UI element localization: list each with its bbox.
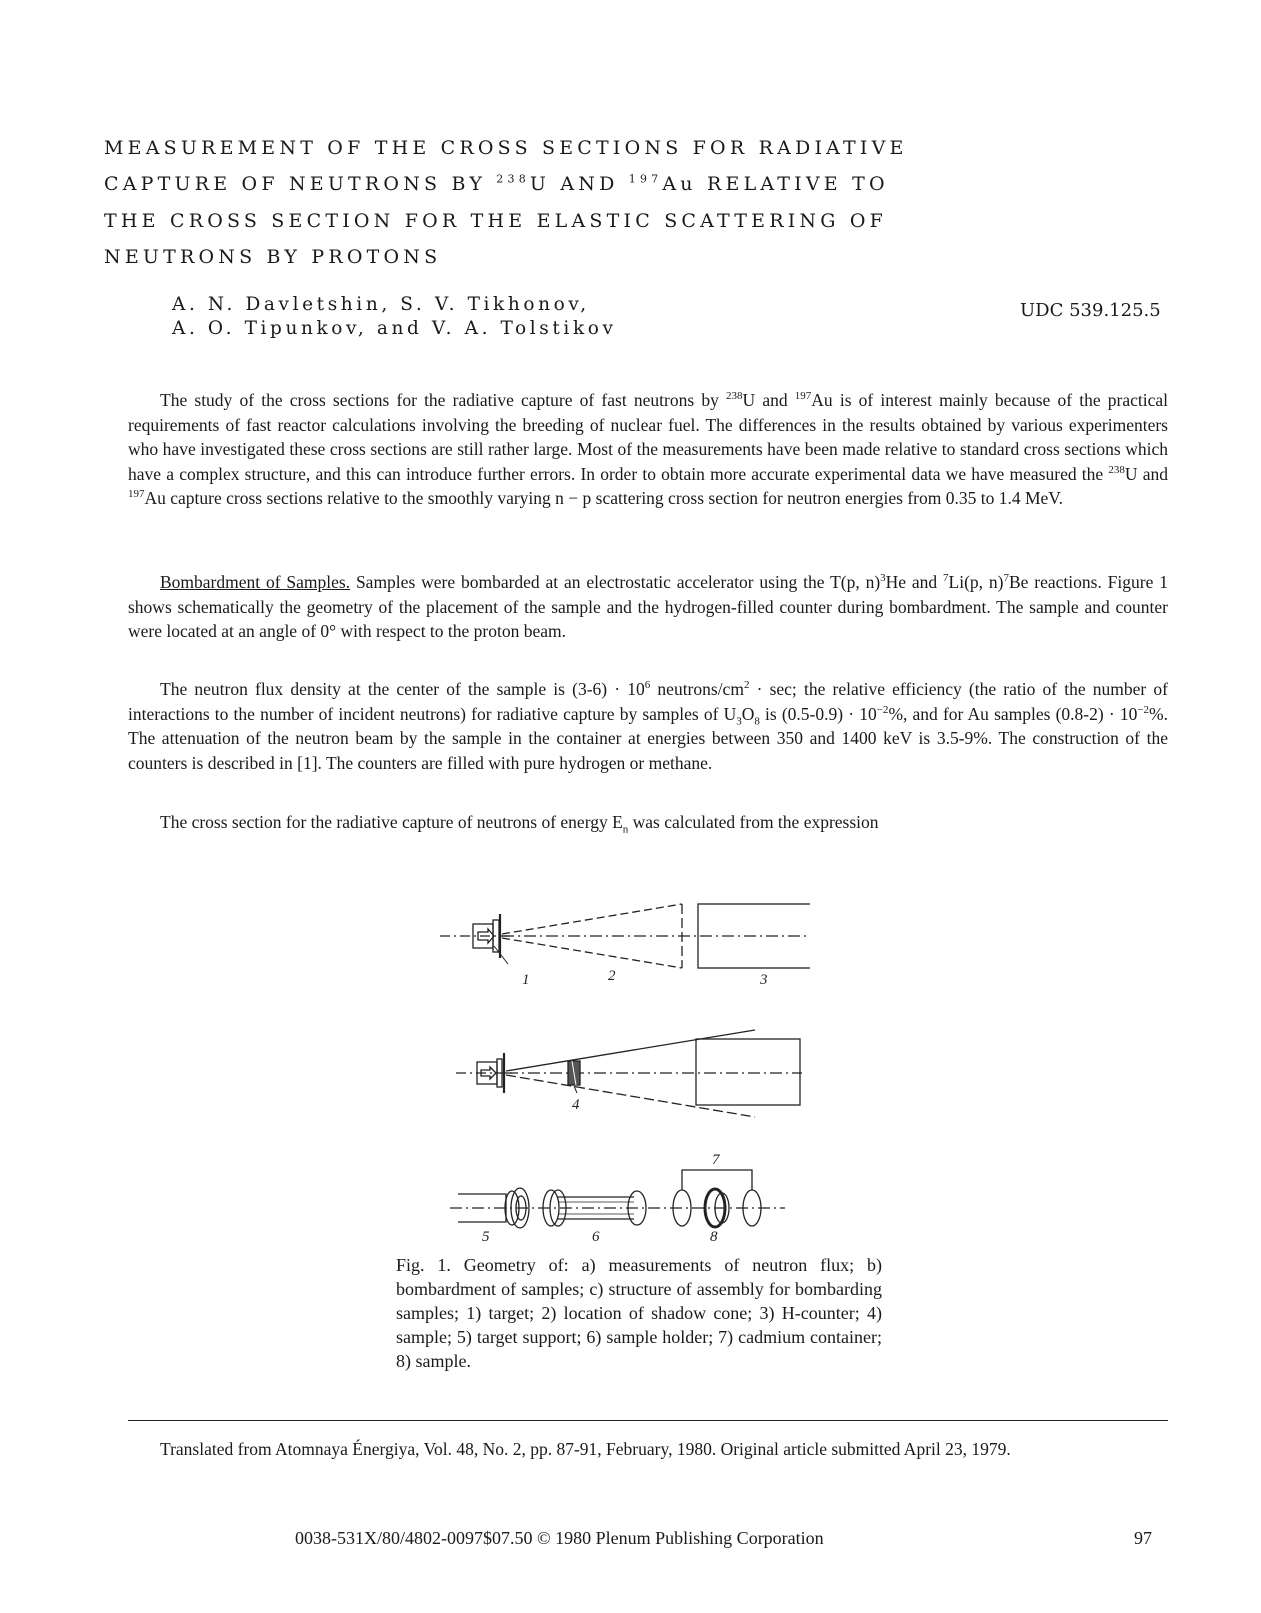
p1-sup: 197 [794,390,812,403]
p3-sup: −2 [1137,703,1150,716]
p2-sup: 7 [943,572,949,585]
footnote-text: Translated from Atomnaya Énergiya, Vol. 48, No. 2, pp. 87-91, February, 1980. Original article submitted April 23, 1979. [160,1439,1011,1459]
figure-label-8: 8 [710,1229,718,1245]
p3-sup: −2 [876,703,889,716]
p3-text: · sec; the relative efficiency (the ratio of the number of interactions to the number of incident neutrons) for radiative capture by samples of U [128,679,1168,724]
paragraph-intro [128,388,1168,511]
figure-label-1: 1 [522,972,530,988]
title-line-2-text-c: Au RELATIVE TO [662,173,889,195]
p3-text: neutrons/cm [650,679,744,699]
diagram-b [456,1030,802,1117]
figure-label-6: 6 [592,1229,600,1245]
figure-label-4: 4 [572,1097,580,1113]
title-line-2 [104,173,889,195]
bracket-7 [682,1170,752,1190]
title-line-4: NEUTRONS BY PROTONS [104,246,442,268]
title-line-3: THE CROSS SECTION FOR THE ELASTIC SCATTERING OF [104,210,888,232]
cone-top-line [502,904,682,934]
figure-1-diagram [430,890,810,1250]
figure-label-5: 5 [482,1229,490,1245]
cone-top-line [506,1030,755,1071]
figure-label-3: 3 [760,972,768,988]
p2-text: Samples were bombarded at an electrostatic accelerator using the T(p, n) [350,572,881,592]
p2-text: He and [885,572,944,592]
p3-text: O [741,703,755,724]
h-counter [696,1039,800,1105]
section-heading: Bombardment of Samples. [160,572,351,592]
p4-sub: n [622,823,629,836]
p1-text: U and [742,390,795,410]
p3-text: The neutron flux density at the center of the sample is (3-6) · 10 [160,679,645,699]
p2-sup: 7 [1003,572,1009,585]
title-line-1: MEASUREMENT OF THE CROSS SECTIONS FOR RADIATIVE [104,137,908,159]
diagram-c [450,1170,785,1228]
p1-sup: 197 [128,488,145,501]
cone-bottom-line [506,1075,755,1117]
isotope-mass-238: 238 [496,172,530,186]
p3-sub: 3 [736,715,742,728]
title-line-2-text-b: U AND [529,173,629,195]
figure-caption: Fig. 1. Geometry of: a) measurements of neutron flux; b) bombardment of samples; c) structure of assembly for bombarding samples; 1) target; 2) location of shadow cone; 3) H-counter; 4) sample; 5) target support; 6) sample holder; 7) cadmium container; 8) sample. [396,1255,882,1371]
p4-text: was calculated from the expression [628,812,879,832]
p1-text: The study of the cross sections for the radiative capture of fast neutrons by [160,390,726,410]
p1-sup: 238 [726,390,743,403]
p1-text: U and [1124,463,1168,484]
p4-text: The cross section for the radiative capture of neutrons of energy E [160,812,623,832]
p3-sub: 8 [754,715,760,728]
page-number: 97 [1134,1528,1152,1548]
paragraph-expression [128,810,1168,835]
p1-text: Au is of interest mainly because of the practical requirements of fast reactor calculations involving the breeding of nuclear fuel. The differences in the results obtained by various experimenters who have investigated these cross sections are still rather large. Most of the measurements have been made relative to standard cross sections which have a complex structure, and this can introduce further errors. In order to obtain more accurate experimental data we have measured the [128,390,1168,484]
p2-text: Li(p, n) [948,572,1004,592]
paragraph-flux [128,677,1168,775]
cone-bottom-line [502,938,682,968]
p1-sup: 238 [1108,463,1125,476]
p3-text: %, and for Au samples (0.8-2) · 10 [888,703,1138,724]
p2-sup: 3 [880,572,886,585]
authors-line-2: A. O. Tipunkov, and V. A. Tolstikov [172,318,617,339]
footnote [128,1437,1168,1461]
p1-text: Au capture cross sections relative to the smoothly varying n − p scattering cross section for neutron energies from 0.35 to 1.4 MeV. [144,488,1064,509]
p2-text: Be reactions. Figure 1 shows schematically the geometry of the placement of the sample and the hydrogen-filled counter during bombardment. The sample and counter were located at an angle of 0° with respect to the proton beam. [128,572,1168,642]
p3-text: %. The attenuation of the neutron beam by the sample in the container at energies between 350 and 1400 keV is 3.5-9%. The construction of the counters is described in [1]. The counters are filled with pure hydrogen or methane. [128,703,1168,773]
diagram-a [440,904,810,968]
publication-code: 0038-531X/80/4802-0097$07.50 © 1980 Plenum Publishing Corporation [295,1528,824,1548]
p3-sup: 2 [743,679,750,692]
paragraph-bombardment [128,570,1168,644]
isotope-mass-197: 197 [628,172,663,186]
p3-sup: 6 [644,679,651,692]
title-line-2-text-a: CAPTURE OF NEUTRONS BY [104,173,497,195]
figure-label-7: 7 [712,1152,720,1168]
p3-text: is (0.5-0.9) · 10 [759,703,877,724]
footnote-rule [128,1420,1168,1421]
figure-label-2: 2 [608,968,616,984]
authors-line-1: A. N. Davletshin, S. V. Tikhonov, [172,294,590,315]
udc-code: UDC 539.125.5 [1020,300,1161,321]
